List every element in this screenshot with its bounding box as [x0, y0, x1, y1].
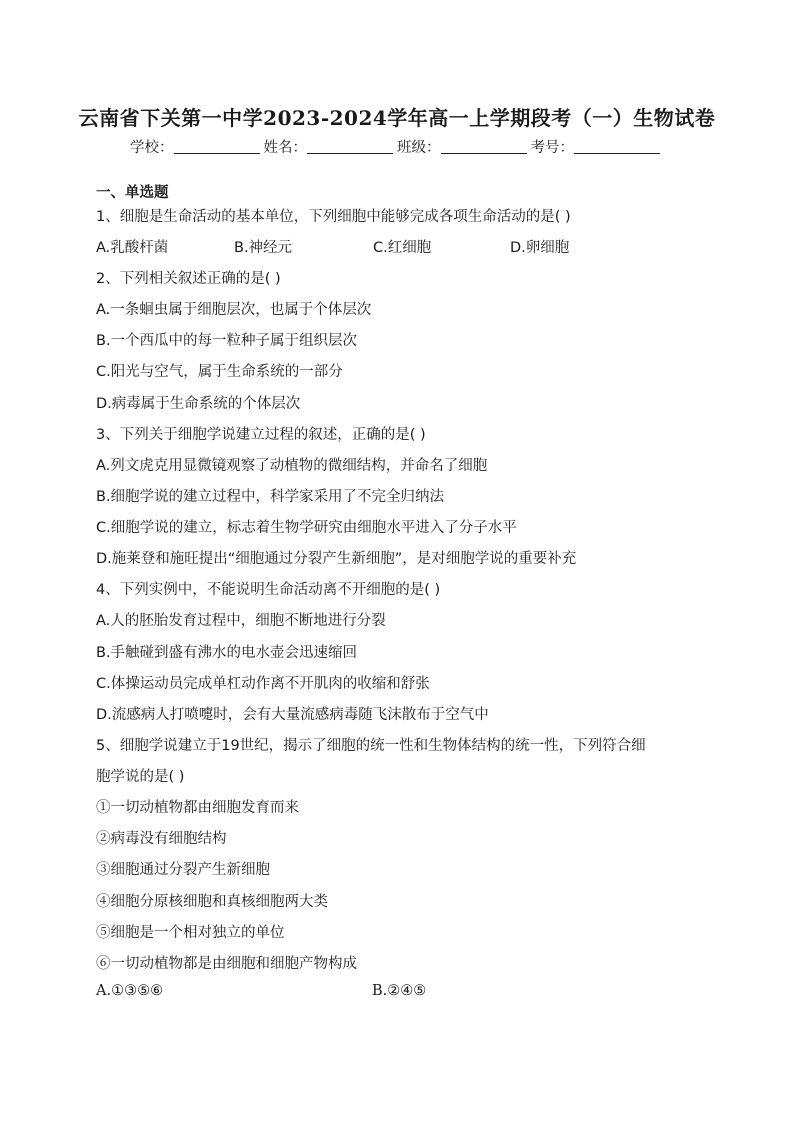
- exam-no-label: 考号：: [530, 140, 574, 156]
- question-1-option-a: A.乳酸杆菌: [96, 240, 169, 256]
- question-1-stem: 1、细胞是生命活动的基本单位，下列细胞中能够完成各项生命活动的是( ): [96, 209, 571, 225]
- question-3-option-c: C.细胞学说的建立，标志着生物学研究由细胞水平进入了分子水平: [96, 520, 517, 536]
- question-5-option-a: A.①③⑤⑥: [96, 983, 164, 999]
- question-4-option-c: C.体操运动员完成单杠动作离不开肌肉的收缩和舒张: [96, 676, 430, 692]
- question-1-option-c: C.红细胞: [373, 240, 432, 256]
- question-5-option-b: B.②④⑤: [372, 983, 427, 999]
- question-4-option-b: B.手触碰到盛有沸水的电水壶会迅速缩回: [96, 645, 358, 661]
- question-5-statement-5: ⑤细胞是一个相对独立的单位: [96, 925, 285, 941]
- question-5-stem-line-2: 胞学说的是( ): [96, 769, 185, 785]
- question-4-stem: 4、下列实例中，不能说明生命活动离不开细胞的是( ): [96, 582, 441, 598]
- question-5-stem-line-1: 5、细胞学说建立于19世纪，揭示了细胞的统一性和生物体结构的统一性，下列符合细: [96, 738, 646, 754]
- exam-title: 云南省下关第一中学2023-2024学年高一上学期段考（一）生物试卷: [78, 106, 716, 130]
- question-2-option-c: C.阳光与空气，属于生命系统的一部分: [96, 364, 343, 380]
- question-5-statement-2: ②病毒没有细胞结构: [96, 831, 227, 847]
- exam-no-blank[interactable]: [574, 139, 660, 154]
- question-3-option-b: B.细胞学说的建立过程中，科学家采用了不完全归纳法: [96, 489, 445, 505]
- question-1-option-b: B.神经元: [234, 240, 293, 256]
- name-blank[interactable]: [307, 139, 393, 154]
- question-5-statement-3: ③细胞通过分裂产生新细胞: [96, 862, 270, 878]
- name-label: 姓名：: [263, 140, 307, 156]
- question-5-statement-1: ①一切动植物都由细胞发育而来: [96, 800, 299, 816]
- question-1-option-d: D.卵细胞: [510, 240, 570, 256]
- question-3-option-d: D.施莱登和施旺提出“细胞通过分裂产生新细胞”，是对细胞学说的重要补充: [96, 551, 577, 567]
- question-2-option-d: D.病毒属于生命系统的个体层次: [96, 396, 301, 412]
- question-3-option-a: A.列文虎克用显微镜观察了动植物的微细结构，并命名了细胞: [96, 458, 488, 474]
- question-2-stem: 2、下列相关叙述正确的是( ): [96, 271, 281, 287]
- school-label: 学校：: [130, 140, 174, 156]
- question-4-option-a: A.人的胚胎发育过程中，细胞不断地进行分裂: [96, 613, 386, 629]
- question-5-statement-6: ⑥一切动植物都是由细胞和细胞产物构成: [96, 956, 357, 972]
- question-2-option-a: A.一条蛔虫属于细胞层次，也属于个体层次: [96, 302, 372, 318]
- question-4-option-d: D.流感病人打喷嚏时，会有大量流感病毒随飞沫散布于空气中: [96, 707, 489, 723]
- section-title: 一、单选题: [96, 185, 169, 201]
- question-2-option-b: B.一个西瓜中的每一粒种子属于组织层次: [96, 333, 358, 349]
- question-5-statement-4: ④细胞分原核细胞和真核细胞两大类: [96, 894, 328, 910]
- school-blank[interactable]: [174, 139, 260, 154]
- class-blank[interactable]: [441, 139, 527, 154]
- class-label: 班级：: [397, 140, 441, 156]
- student-info-line: [0, 136, 794, 157]
- question-3-stem: 3、下列关于细胞学说建立过程的叙述，正确的是( ): [96, 427, 426, 443]
